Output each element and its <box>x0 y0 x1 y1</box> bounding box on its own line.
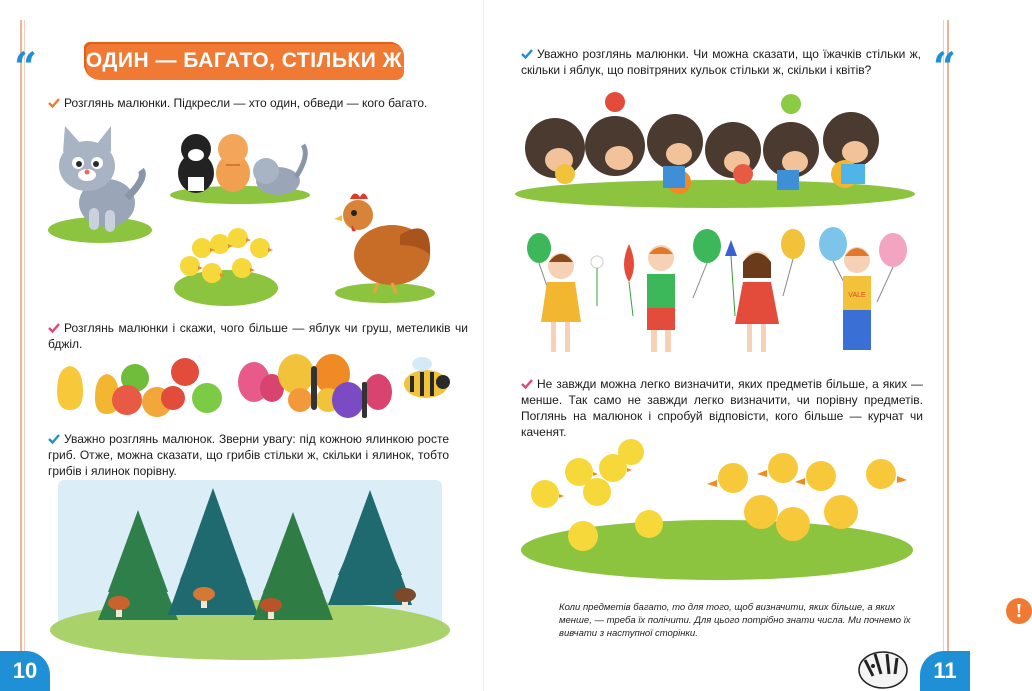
warning-icon: ! <box>1006 598 1032 624</box>
quote-mark-icon: “ <box>14 44 38 91</box>
zebra-icon <box>855 640 909 691</box>
shirt-text: VALE <box>848 292 866 299</box>
task-right-2 <box>521 376 923 440</box>
decorative-border-line <box>20 20 22 660</box>
task-1 <box>48 95 458 111</box>
task-3-text: Уважно розглянь малюнок. Зверни увагу: під кожною ялинкою росте гриб. Отже, можна сказати, що грибів стільки ж, скільки і ялинок, тобто грибів і ялинок порівну. <box>48 432 449 478</box>
chicks-illustration <box>172 218 280 308</box>
task-right-1-text: Уважно розглянь малюнки. Чи можна сказати, що їжачків стільки ж, скільки і яблук, що повітряних кульок стільки ж, скільки і квітів? <box>521 47 921 77</box>
hen-illustration <box>330 185 440 305</box>
kitten-illustration <box>45 118 155 246</box>
right-page <box>485 0 1023 691</box>
task-2-text: Розглянь малюнки і скажи, чого більше — яблук чи груш, метеликів чи бджіл. <box>48 321 468 351</box>
checkmark-icon <box>48 434 60 444</box>
checkmark-icon <box>48 98 60 108</box>
checkmark-icon <box>48 323 60 333</box>
hedgehogs-with-apples-illustration <box>515 88 915 210</box>
task-1-text: Розглянь малюнки. Підкресли — хто один, обведи — кого багато. <box>64 96 428 110</box>
decorative-border-line <box>947 20 949 660</box>
fruits-illustration <box>45 348 230 420</box>
task-right-2-text: Не завжди можна легко визначити, яких предметів більше, а яких — менше. Так само не завжди легко визначити, чи порівну предметів. Поглянь на малюнок і спробуй відповісти, кого більше — курчат чи каченят. <box>521 377 923 439</box>
tip-text: Коли предметів багато, то для того, щоб визначити, яких більше, а яких менше, — треба їх полічити. Для цього потрібно знати числа. Ми почнемо їх вивчати з наступної сторінки. <box>559 602 911 639</box>
quote-mark-icon: “ <box>933 44 957 91</box>
page-title: ОДИН — БАГАТО, СТІЛЬКИ Ж <box>84 42 404 80</box>
task-right-1 <box>521 46 921 78</box>
page-number-right: 11 <box>920 651 970 691</box>
decorative-border-line <box>943 20 944 660</box>
page-number-left: 10 <box>0 651 50 691</box>
checkmark-icon <box>521 379 533 389</box>
decorative-border-line <box>24 20 25 660</box>
task-3 <box>48 431 449 479</box>
children-with-balloons-illustration <box>521 226 931 362</box>
left-page <box>0 0 485 691</box>
chicks-and-ducklings-illustration <box>521 432 913 582</box>
checkmark-icon <box>521 49 533 59</box>
fir-trees-and-mushrooms-illustration <box>58 480 442 638</box>
butterflies-and-bee-illustration <box>236 348 456 422</box>
three-kittens-illustration <box>168 125 313 205</box>
